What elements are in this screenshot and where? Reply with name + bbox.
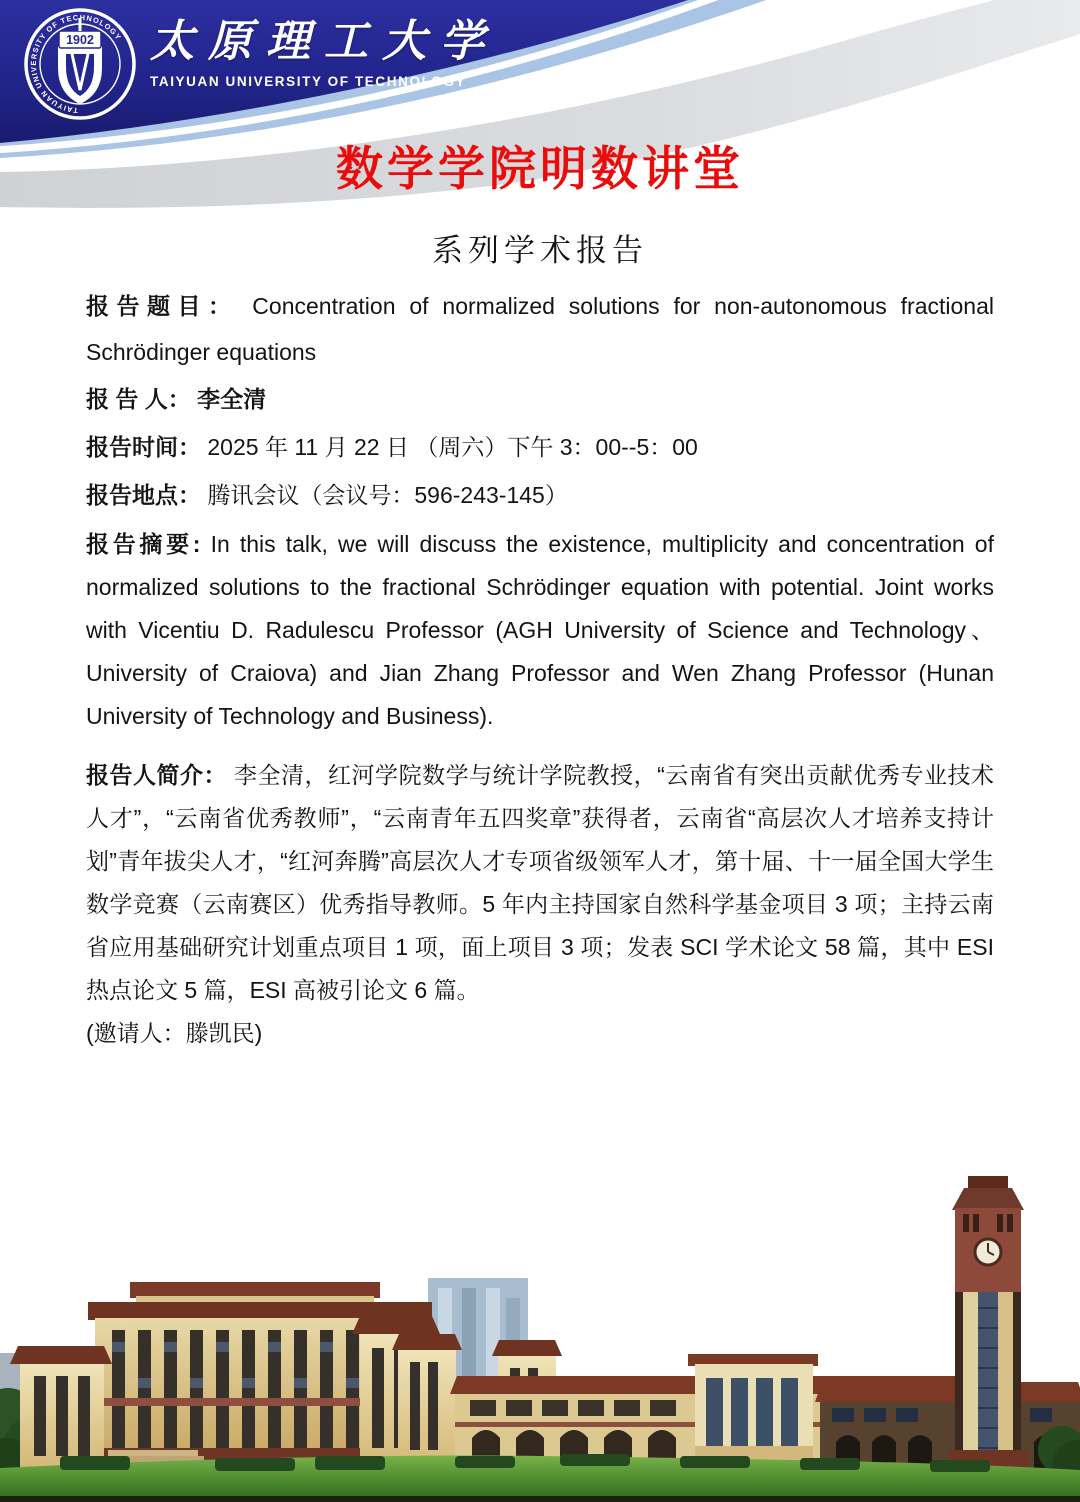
university-logo	[20, 4, 140, 124]
abstract-paragraph	[86, 523, 994, 738]
campus-photo	[0, 1150, 1080, 1502]
clock-tower	[948, 1176, 1028, 1468]
speaker-label: 报 告 人：	[86, 386, 191, 412]
logo-year: 1902	[66, 33, 94, 47]
abstract-label: 报告摘要:	[86, 531, 201, 557]
speaker-name: 李全清	[197, 386, 267, 412]
topic-label: 报告题目：	[86, 293, 239, 319]
page-title: 数学学院明数讲堂	[336, 142, 744, 195]
inviter-line: (邀请人：滕凯民)	[86, 1020, 263, 1046]
topic-row	[86, 283, 994, 375]
time-value: 2025 年 11 月 22 日 （周六）下午 3：00--5：00	[207, 434, 698, 460]
university-name-en: TAIYUAN UNIVERSITY OF TECHNOLOGY	[150, 74, 467, 89]
bio-text: 李全清，红河学院数学与统计学院教授，“云南省有突出贡献优秀专业技术人才”，“云南省优秀教师”，“云南青年五四奖章”获得者，云南省“高层次人才培养支持计划”青年拔尖人才，“红河奔腾”高层次人才专项省级领军人才，第十届、十一届全国大学生数学竞赛（云南赛区）优秀指导教师。5 年内主持国家自然科学基金项目 3 项；主持云南省应用基础研究计划重点项目 1 项，面上项目 3 项；发表 SCI 学术论文 58 篇，其中 ESI 热点论文 5 篇，ESI 高被引论文 6 篇。	[86, 762, 995, 1003]
bio-paragraph	[86, 754, 994, 1012]
topic-value: Concentration of normalized solutions for non-autonomous fractional Schrödinger equations	[86, 293, 994, 365]
bio-label: 报告人简介：	[86, 762, 228, 788]
venue-label: 报告地点：	[86, 482, 201, 508]
banner	[0, 0, 1080, 215]
university-name-block	[150, 16, 498, 89]
time-row	[86, 423, 994, 471]
abstract-text: In this talk, we will discuss the existence, multiplicity and concentration of normalized solutions to the fractional Schrödinger equation with potential. Joint works with Vicentiu D. Radulescu Professor (AGH University of Science and Technology、 University of Craiova) and Jian Zhang Professor and Wen Zhang Professor (Hunan University of Technology and Business).	[86, 531, 994, 729]
time-label: 报告时间：	[86, 434, 201, 460]
venue-value: 腾讯会议（会议号：596-243-145）	[207, 482, 568, 508]
logo-ring-text: TAIYUAN UNIVERSITY OF TECHNOLOGY	[28, 12, 124, 115]
series-subtitle: 系列学术报告	[432, 233, 648, 268]
venue-row	[86, 471, 994, 519]
speaker-row	[86, 375, 994, 423]
poster-body	[86, 283, 994, 1055]
university-name-cn: 太原理工大学	[150, 16, 498, 67]
